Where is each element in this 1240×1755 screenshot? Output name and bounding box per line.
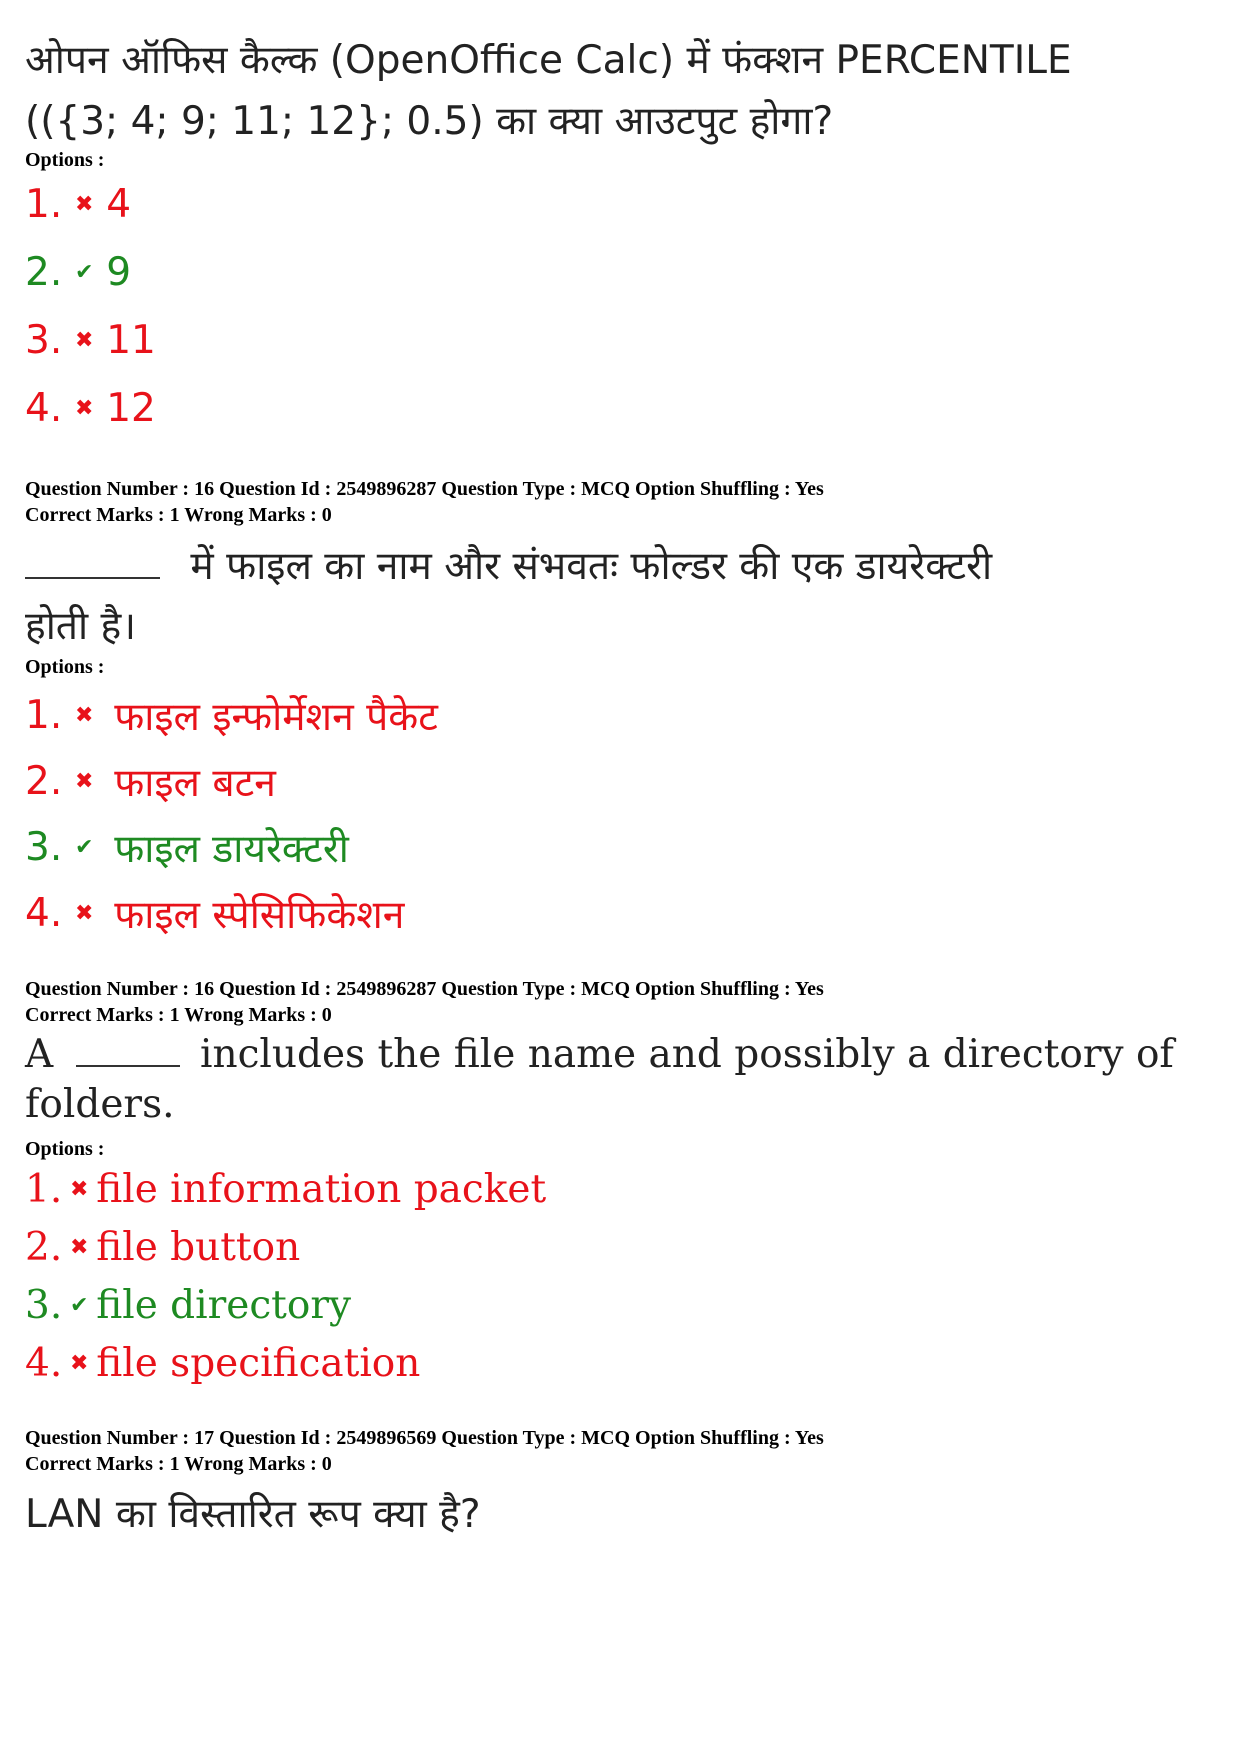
option-number: 1. (25, 693, 63, 738)
option-number: 1. (25, 1167, 63, 1212)
question-text-line: होती है। (25, 604, 137, 649)
cross-icon: ✖ (70, 1177, 89, 1202)
question-text-line: ओपन ऑफिस कैल्क (OpenOffice Calc) में फंक्शन PERCENTILE (25, 38, 1072, 83)
question-text-line: folders. (25, 1082, 175, 1127)
option-number: 2. (25, 759, 63, 804)
option-row (25, 182, 131, 227)
option-row (25, 1225, 300, 1270)
option-text: file information packet (96, 1167, 547, 1212)
question-meta: Question Number : 16 Question Id : 2549896287 Question Type : MCQ Option Shuffling : Yes (25, 478, 824, 500)
option-number: 4. (25, 1341, 63, 1386)
question-text-line (25, 1032, 1174, 1077)
option-text: फाइल स्पेसिफिकेशन (114, 893, 405, 938)
option-text: फाइल डायरेक्टरी (114, 827, 349, 872)
cross-icon: ✖ (75, 396, 94, 421)
cross-icon: ✖ (75, 328, 94, 353)
option-row (25, 386, 156, 431)
answer-blank (25, 577, 160, 579)
check-icon: ✔ (70, 1293, 89, 1318)
options-label: Options : (25, 656, 105, 678)
question-text: includes the file name and possibly a directory of (199, 1032, 1174, 1077)
option-row (25, 1167, 546, 1212)
question-text: में फाइल का नाम और संभवतः फोल्डर की एक डायरेक्टरी (190, 544, 993, 589)
option-row (25, 755, 276, 808)
option-text: 9 (106, 250, 132, 295)
question-text-line: (({3; 4; 9; 11; 12}; 0.5) का क्या आउटपुट होगा? (25, 99, 834, 144)
marks-meta: Correct Marks : 1 Wrong Marks : 0 (25, 504, 332, 526)
option-text: file button (96, 1225, 301, 1270)
option-number: 2. (25, 250, 63, 295)
option-text: file specification (96, 1341, 421, 1386)
answer-blank (76, 1065, 180, 1067)
question-text-line (25, 538, 992, 591)
cross-icon: ✖ (75, 901, 94, 926)
options-label: Options : (25, 1138, 105, 1160)
option-text: 4 (106, 182, 132, 227)
option-text: फाइल बटन (114, 761, 276, 806)
option-text: 11 (106, 318, 156, 363)
question-meta: Question Number : 17 Question Id : 2549896569 Question Type : MCQ Option Shuffling : Yes (25, 1427, 824, 1449)
option-number: 4. (25, 891, 63, 936)
check-icon: ✔ (75, 835, 94, 860)
option-row (25, 887, 404, 940)
question-text: A (25, 1032, 54, 1077)
cross-icon: ✖ (75, 769, 94, 794)
question-meta: Question Number : 16 Question Id : 2549896287 Question Type : MCQ Option Shuffling : Yes (25, 978, 824, 1000)
check-icon: ✔ (75, 260, 94, 285)
option-text: file directory (96, 1283, 352, 1328)
option-text: फाइल इन्फोर्मेशन पैकेट (114, 695, 438, 740)
cross-icon: ✖ (75, 703, 94, 728)
option-number: 2. (25, 1225, 63, 1270)
option-row (25, 821, 349, 874)
option-number: 4. (25, 386, 63, 431)
options-label: Options : (25, 149, 105, 171)
option-number: 3. (25, 825, 63, 870)
option-number: 3. (25, 318, 63, 363)
cross-icon: ✖ (70, 1351, 89, 1376)
option-number: 1. (25, 182, 63, 227)
option-text: 12 (106, 386, 156, 431)
option-row (25, 1283, 351, 1328)
option-row (25, 250, 131, 295)
option-row (25, 318, 156, 363)
option-number: 3. (25, 1283, 63, 1328)
option-row (25, 1341, 420, 1386)
question-text-line: LAN का विस्तारित रूप क्या है? (25, 1492, 481, 1537)
cross-icon: ✖ (70, 1235, 89, 1260)
marks-meta: Correct Marks : 1 Wrong Marks : 0 (25, 1004, 332, 1026)
option-row (25, 689, 438, 742)
marks-meta: Correct Marks : 1 Wrong Marks : 0 (25, 1453, 332, 1475)
cross-icon: ✖ (75, 192, 94, 217)
